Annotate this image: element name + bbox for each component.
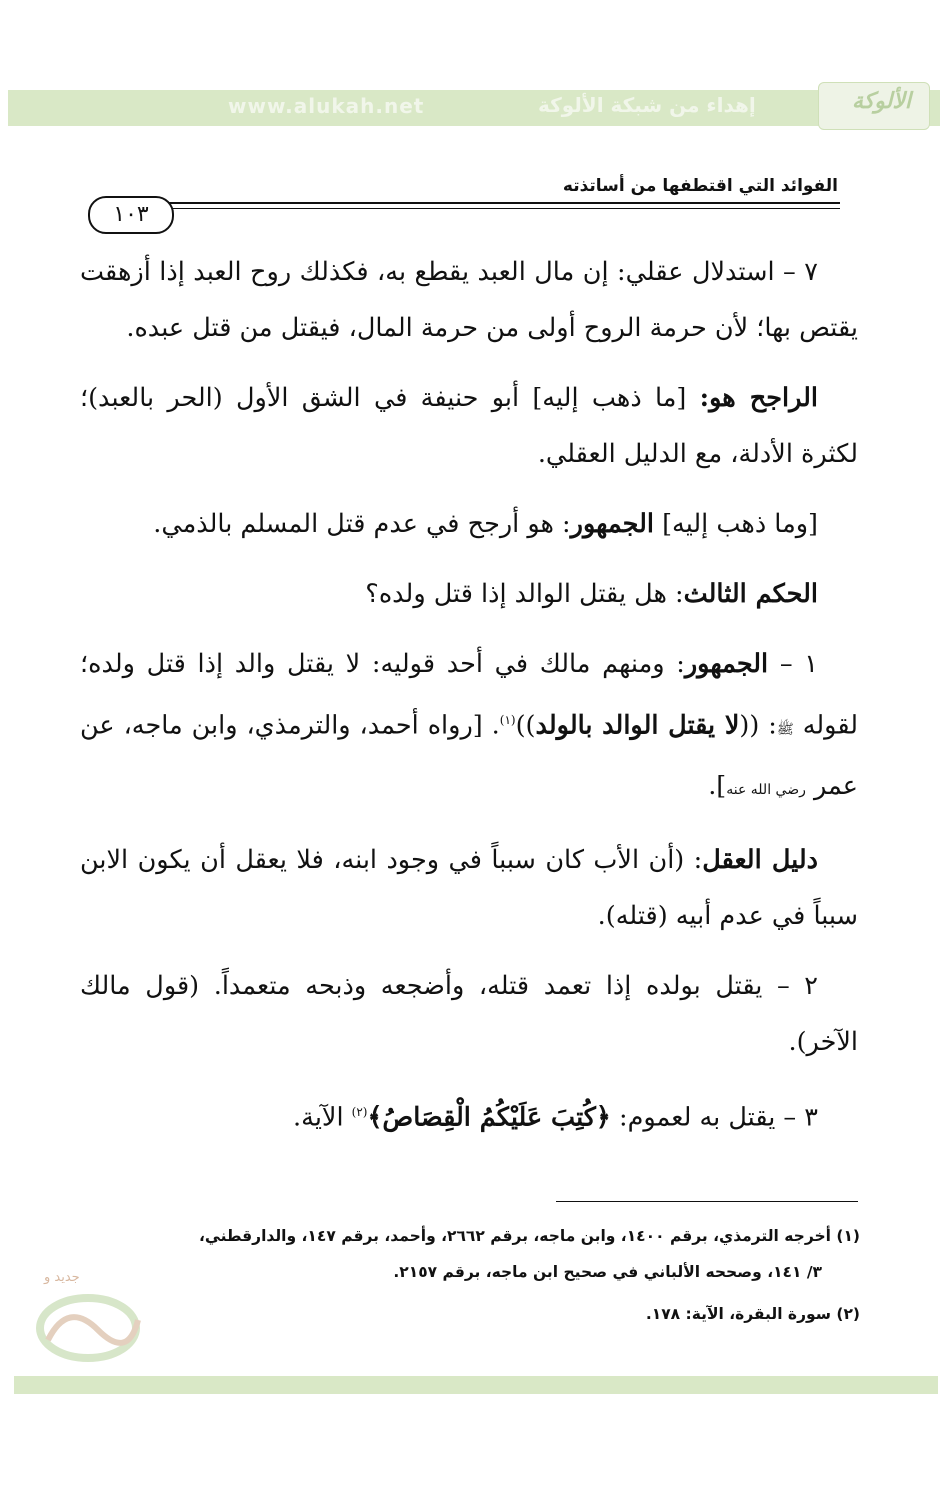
page-number: ١٠٣ [88,196,174,234]
paragraph-3 [80,1084,858,1146]
paragraph-aql [80,832,858,944]
paragraph-2: ٢ – يقتل بولده إذا تعمد قتله، وأضجعه وذبحه متعمداً. (قول مالك الآخر). [80,970,858,1057]
footnotes [70,1218,860,1332]
header-rule [168,202,840,204]
footnote-1-continued: ٣/ ١٤١، وصححه الألباني في صحيح ابن ماجه، برقم ٢١٥٧. [393,1263,822,1281]
logo-text: الألوكة [852,89,911,114]
banner-gift-text: إهداء من شبكة الألوكة [538,93,756,117]
third-ruling-text: : هل يقتل الوالد إذا قتل ولده؟ [365,579,684,609]
paragraph-1 [80,636,858,818]
footnote-ref-1[interactable]: (١) [499,713,516,727]
p3-post: الآية. [293,1102,352,1132]
rajih-text: [ما ذهب إليه] أبو حنيفة في الشق الأول (الحر بالعبد)؛ لكثرة الأدلة، مع الدليل العقلي. [80,383,858,469]
aql-text: : (أن الأب كان سبباً في وجود ابنه، فلا يعقل أن يكون الابن سبباً في عدم أبيه (قتله). [80,844,858,931]
paragraph-jumhur [80,496,858,552]
aql-label: دليل العقل [702,844,818,875]
footnote-1: (١) أخرجه الترمذي، برقم ١٤٠٠، وابن ماجه، برقم ٢٦٦٢، وأحمد، برقم ١٤٧، والدارقطني، [199,1227,860,1245]
top-banner [8,90,940,126]
main-text [80,244,858,1145]
paragraph-rajih [80,370,858,482]
jumhur-label: الجمهور [570,509,654,539]
p1-text: : ومنهم مالك في أحد قوليه: لا يقتل والد إذا قتل ولده؛ لقوله [80,649,859,741]
quote-open: : (( [739,710,777,741]
decorative-watermark-text: جديد و [44,1270,80,1285]
paragraph-7: ٧ – استدلال عقلي: إن مال العبد يقطع به، فكذلك روح العبد إذا أزهقت يقتص بها؛ لأن حرمة الروح أولى من حرمة المال، فيقتل من قتل عبده. [80,257,858,343]
header-rule-thin [168,208,840,209]
footnote-ref-2[interactable]: (٢) [351,1104,368,1119]
third-ruling-label: الحكم الثالث [683,579,818,609]
rajih-label: الراجح هو: [699,383,818,413]
p1-jumhur: الجمهور [684,649,769,679]
footer-band [14,1376,938,1394]
banner-url: www.alukah.net [228,94,425,118]
footnote-separator [556,1201,858,1202]
jumhur-text: : هو أرجح في عدم قتل المسلم بالذمي. [153,509,571,539]
jumhur-pre: [وما ذهب إليه] [653,509,818,539]
p3-pre: ٣ – يقتل به لعموم: [610,1102,818,1132]
p1-end: ]. [708,770,727,801]
p1-tail: . [رواه أحمد، والترمذي، وابن ماجه، عن عمر [80,710,858,801]
honorific-ra: رضي الله عنه [726,781,806,798]
quote-close: )) [515,710,536,741]
honorific-saw: ﷺ [776,721,794,738]
paragraph-third-ruling [80,566,858,622]
quran-verse: ﴿كُتِبَ عَلَيْكُمُ الْقِصَاصُ﴾ [367,1102,611,1132]
running-header-title: الفوائد التي اقتطفها من أساتذته [562,176,838,196]
alukah-logo [818,82,930,130]
p1-num: ١ – [768,649,818,679]
hadith-quote: لا يقتل الوالد بالولد [535,710,740,741]
footnote-2: (٢) سورة البقرة، الآية: ١٧٨. [645,1305,860,1323]
